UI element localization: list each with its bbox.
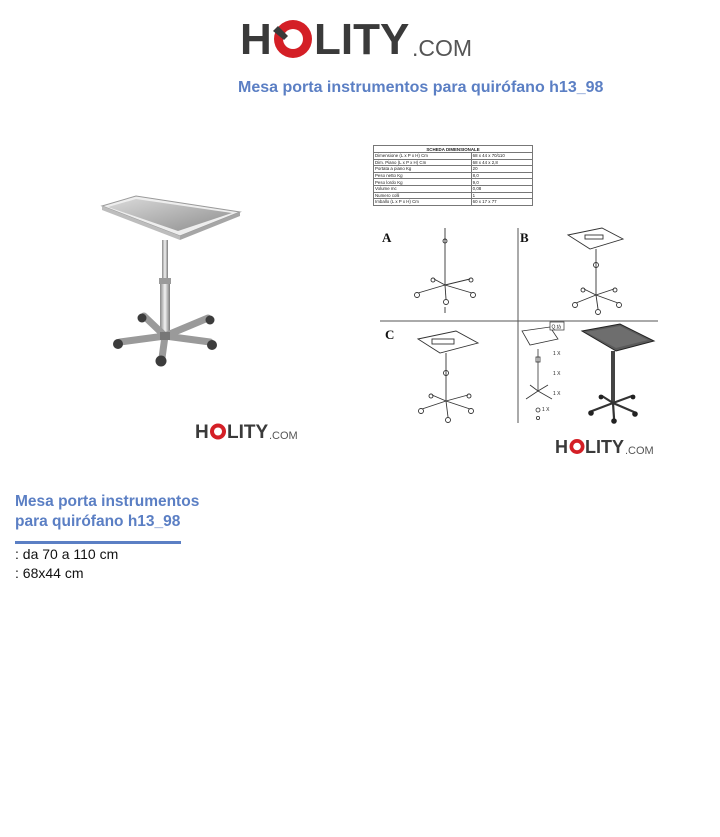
panel-d-rendered-table (582, 324, 654, 424)
svg-text:.COM: .COM (269, 430, 298, 442)
svg-text:H: H (555, 437, 568, 457)
qty-mark: 1 X (542, 407, 550, 413)
panel-b-drawing (568, 228, 623, 315)
watermark-ring-icon (570, 439, 585, 454)
panel-label-a: A (382, 230, 392, 245)
table-row: Imballo (L x P x H) Cm 60 x 17 x 77 (374, 199, 533, 206)
logo-ring-icon (273, 20, 312, 58)
panel-a-drawing (415, 228, 476, 313)
table-row: Numero colli 1 (374, 192, 533, 199)
logo-letter-h: H (240, 15, 272, 64)
svg-text:.COM: .COM (625, 445, 654, 457)
spec-height: : da 70 a 110 cm (15, 546, 119, 562)
svg-text:LITY: LITY (585, 437, 624, 457)
dimension-table (373, 145, 533, 206)
qty-mark: 1 X (553, 391, 561, 397)
table-row: Peso netto Kg 8,0 (374, 172, 533, 179)
qty-mark: 1 X (553, 371, 561, 377)
qty-mark: 1 X (553, 351, 561, 357)
table-row: Dim. Piano (L x P x H) Cm 68 x 44 x 2,8 (374, 159, 533, 166)
logo-domain: .COM (412, 35, 473, 61)
product-heading-line: para quirófano h13_98 (15, 513, 181, 530)
svg-text:H: H (195, 422, 209, 443)
panel-c-drawing (418, 331, 478, 423)
dimension-table-title: SCHEDA DIMENSIONALE (374, 146, 533, 153)
svg-text:LITY: LITY (227, 422, 269, 443)
product-heading-line: Mesa porta instrumentos (15, 493, 200, 510)
product-heading (15, 492, 225, 532)
table-row: Volume mc 0,08 (374, 185, 533, 192)
watermark-ring-icon (210, 424, 226, 440)
holity-watermark (555, 435, 657, 459)
logo-word: LITY (314, 15, 410, 64)
table-row: Portata a piano Kg 20 (374, 166, 533, 173)
technical-sheet-image[interactable] (370, 145, 660, 435)
spec-dimensions: : 68x44 cm (15, 565, 84, 581)
panel-label-b: B (520, 230, 529, 245)
panel-label-c: C (385, 327, 395, 342)
product-image[interactable] (98, 192, 248, 372)
qty-box-label: Q.tà (551, 324, 561, 331)
heading-divider (15, 541, 181, 544)
holity-logo[interactable] (240, 12, 485, 68)
table-row: Peso lordo Kg 9,0 (374, 179, 533, 186)
holity-watermark (195, 420, 303, 444)
page-title: Mesa porta instrumentos para quirófano h13_98 (238, 79, 604, 96)
table-row: Dimensione (L x P x H) Cm 68 x 44 x 70/110 (374, 153, 533, 160)
assembly-diagram (370, 223, 660, 435)
